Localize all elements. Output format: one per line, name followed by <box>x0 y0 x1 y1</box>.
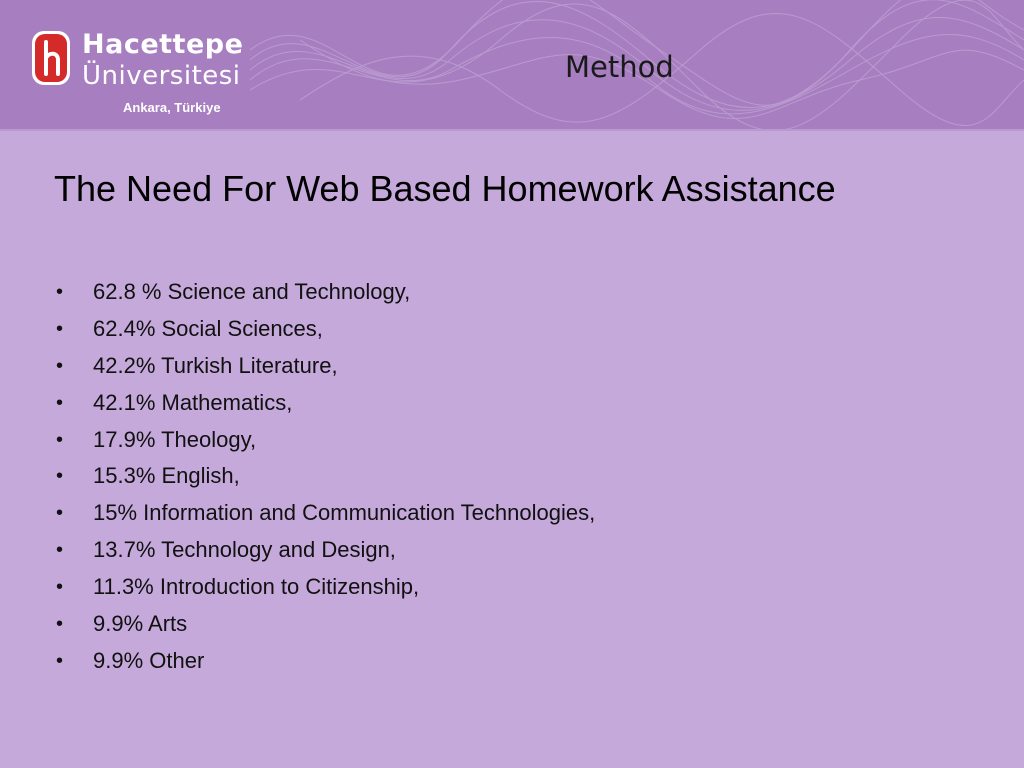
bullet-text: 9.9% Arts <box>93 611 188 637</box>
bullet-item <box>56 535 595 572</box>
brand-name-line2: Üniversitesi <box>82 61 241 91</box>
bullet-item <box>56 498 595 535</box>
bullet-dot-icon: • <box>56 391 64 414</box>
bullet-text: 11.3% Introduction to Citizenship, <box>93 574 420 600</box>
brand-name: Hacettepe <box>82 29 244 60</box>
bullet-item <box>56 351 595 388</box>
bullet-text: 15.3% English, <box>93 463 240 489</box>
bullet-item <box>56 646 595 683</box>
bullet-dot-icon: • <box>56 613 64 636</box>
bullet-dot-icon: • <box>56 428 64 451</box>
bullet-dot-icon: • <box>56 465 64 488</box>
bullet-dot-icon: • <box>56 502 64 525</box>
hacettepe-h-logo-icon <box>31 30 71 86</box>
bullet-item <box>56 461 595 498</box>
bullet-list <box>56 277 595 683</box>
bullet-text: 13.7% Technology and Design, <box>93 537 396 563</box>
bullet-dot-icon: • <box>56 576 64 599</box>
bullet-dot-icon: • <box>56 539 64 562</box>
bullet-item <box>56 277 595 314</box>
bullet-dot-icon: • <box>56 281 64 303</box>
header-band <box>0 0 1024 129</box>
bullet-item <box>56 609 595 646</box>
slide-title: The Need For Web Based Homework Assistance <box>54 168 836 209</box>
bullet-item <box>56 388 595 425</box>
bullet-text: 17.9% Theology, <box>93 426 257 452</box>
bullet-dot-icon: • <box>56 354 64 377</box>
bullet-text: 42.2% Turkish Literature, <box>93 352 338 378</box>
bullet-dot-icon: • <box>56 317 64 340</box>
bullet-dot-icon: • <box>56 649 64 672</box>
header-divider <box>0 129 1024 131</box>
bullet-text: 62.8 % Science and Technology, <box>93 279 411 304</box>
bullet-text: 15% Information and Communication Technologies, <box>93 500 596 526</box>
brand-location: Ankara, Türkiye <box>123 100 221 115</box>
bullet-text: 9.9% Other <box>93 647 205 673</box>
bullet-item <box>56 572 595 609</box>
bullet-item <box>56 314 595 351</box>
bullet-item <box>56 425 595 462</box>
section-title: Method <box>565 50 674 84</box>
bullet-text: 42.1% Mathematics, <box>93 389 293 415</box>
bullet-text: 62.4% Social Sciences, <box>93 315 323 341</box>
